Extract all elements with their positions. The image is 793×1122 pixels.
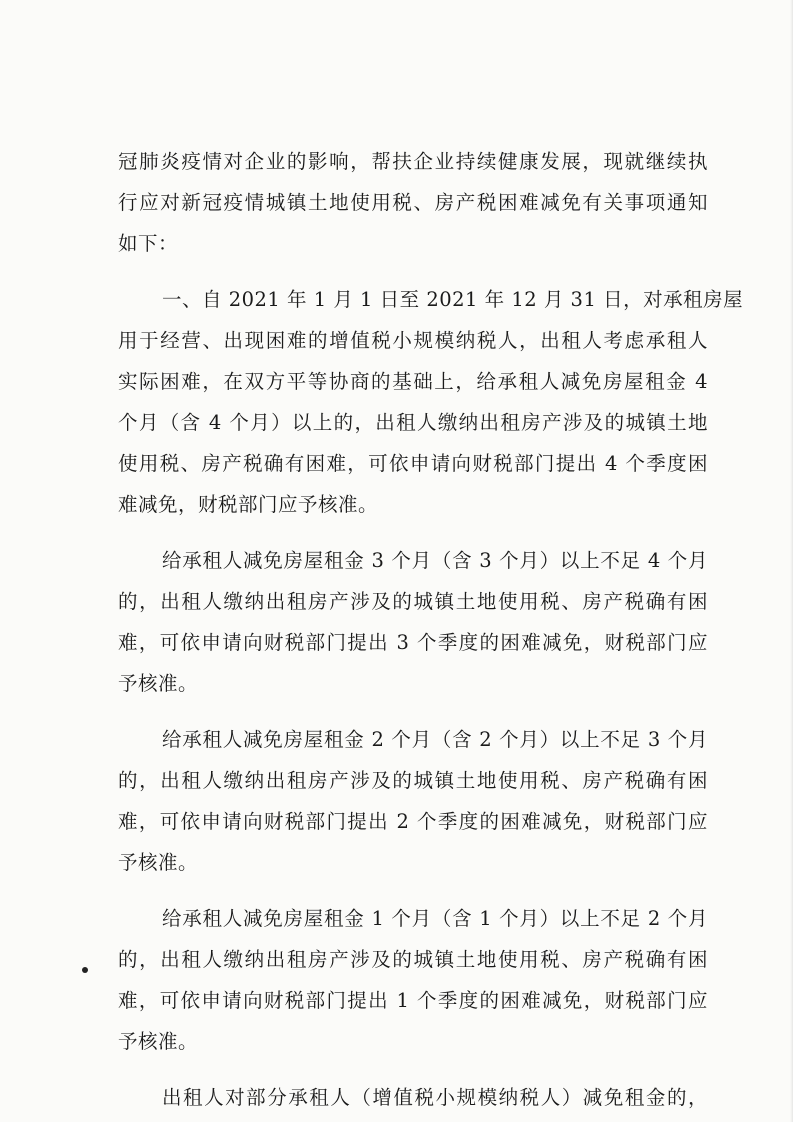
- text-line: 使用税、房产税确有困难，可依申请向财税部门提出 4 个季度困: [118, 452, 708, 475]
- text-line: 冠肺炎疫情对企业的影响，帮扶企业持续健康发展，现就继续执: [118, 150, 708, 173]
- text-line: 予核准。: [118, 672, 199, 695]
- text-line: 的，出租人缴纳出租房产涉及的城镇土地使用税、房产税确有困: [118, 948, 708, 971]
- text-line: 予核准。: [118, 851, 199, 874]
- text-line: 的，出租人缴纳出租房产涉及的城镇土地使用税、房产税确有困: [118, 590, 708, 613]
- text-line: 难，可依申请向财税部门提出 2 个季度的困难减免，财税部门应: [118, 810, 708, 833]
- text-line: 如下：: [118, 232, 179, 255]
- text-line: 实际困难，在双方平等协商的基础上，给承租人减免房屋租金 4: [118, 370, 708, 393]
- text-line: 行应对新冠疫情城镇土地使用税、房产税困难减免有关事项通知: [118, 191, 708, 214]
- paragraph-start-line: 给承租人减免房屋租金 1 个月（含 1 个月）以上不足 2 个月: [162, 907, 708, 930]
- text-line: 难，可依申请向财税部门提出 3 个季度的困难减免，财税部门应: [118, 631, 708, 654]
- text-line: 予核准。: [118, 1030, 199, 1053]
- document-body: [118, 141, 744, 1118]
- paragraph-start-line: 给承租人减免房屋租金 3 个月（含 3 个月）以上不足 4 个月: [162, 549, 708, 572]
- scan-speck: [82, 967, 88, 973]
- text-line: 难减免，财税部门应予核准。: [118, 493, 379, 516]
- text-line: 的，出租人缴纳出租房产涉及的城镇土地使用税、房产税确有困: [118, 769, 708, 792]
- text-line: 用于经营、出现困难的增值税小规模纳税人，出租人考虑承租人: [118, 329, 708, 352]
- paragraph-start-line: 出租人对部分承租人（增值税小规模纳税人）减免租金的，: [162, 1086, 708, 1109]
- paragraph-start-line: 给承租人减免房屋租金 2 个月（含 2 个月）以上不足 3 个月: [162, 728, 708, 751]
- text-line: 难，可依申请向财税部门提出 1 个季度的困难减免，财税部门应: [118, 989, 708, 1012]
- paragraph-start-line: 一、自 2021 年 1 月 1 日至 2021 年 12 月 31 日，对承租房屋: [162, 288, 744, 311]
- text-line: 个月（含 4 个月）以上的，出租人缴纳出租房产涉及的城镇土地: [118, 411, 708, 434]
